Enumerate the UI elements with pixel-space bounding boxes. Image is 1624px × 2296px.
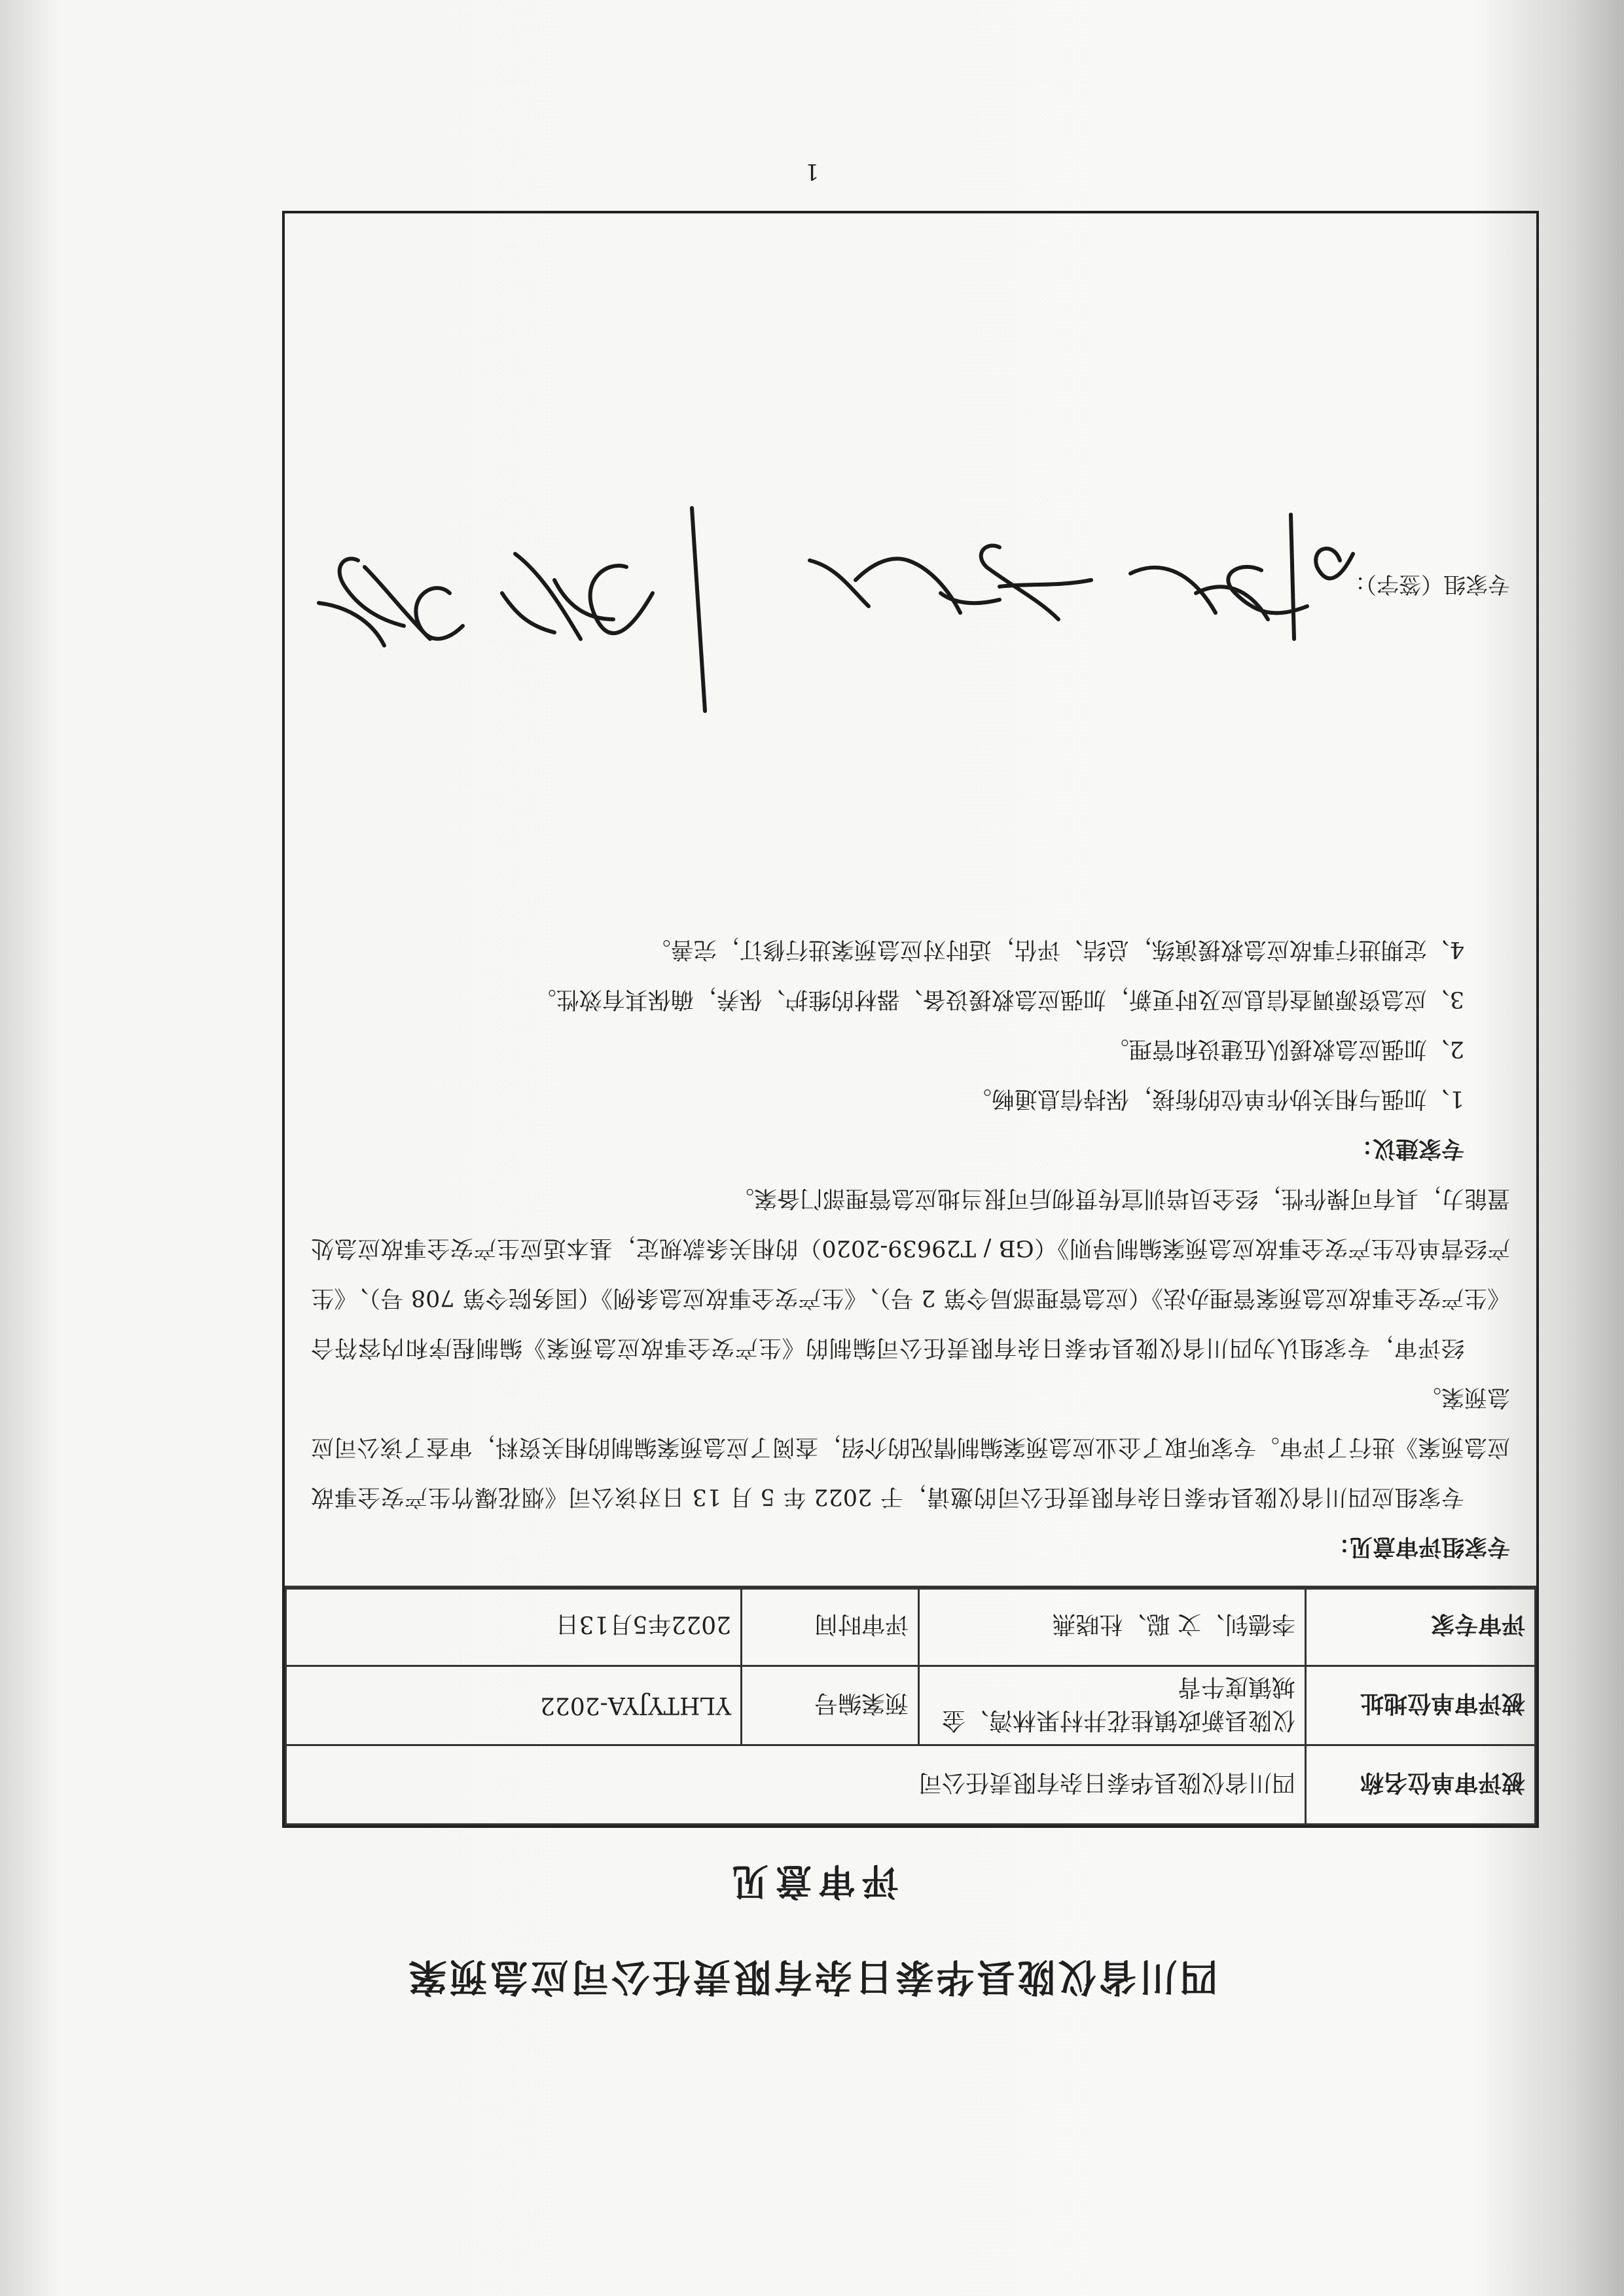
- unit-name-label: 被评审单位名称: [1306, 1745, 1536, 1825]
- opinion-paragraph-1: 专家组应四川省仪陇县华泰日杂有限责任公司的邀请，于 2022 年 5 月 13 日对该公司《烟花爆竹生产安全事故应急预案》进行了评审。专家听取了企业应急预案编制情况的介绍，查阅了应急预案编制的相关资料，审查了该公司应急预案。: [311, 1384, 1510, 1510]
- signature-3: [502, 554, 653, 639]
- suggestion-heading: 专家建议：: [1349, 1135, 1464, 1161]
- plan-number-value: YLHTYJYA-2022: [286, 1666, 742, 1745]
- signature-1: [1130, 515, 1353, 639]
- review-form: [282, 211, 1539, 1828]
- table-row: [286, 1587, 1536, 1666]
- unit-address-label: 被评审单位地址: [1306, 1666, 1536, 1745]
- unit-address-value: 仪陇县新政镇桂花井村果林湾、金城镇度牛背: [919, 1666, 1306, 1745]
- signature-2: [810, 545, 1091, 619]
- unit-name-value: 四川省仪陇县华泰日杂有限责任公司: [286, 1745, 1306, 1825]
- opinion-paragraph-2: 经评审，专家组认为四川省仪陇县华泰日杂有限责任公司编制的《生产安全事故应急预案》编制程序和内容符合《生产安全事故应急预案管理办法》（应急管理部局令第 2 号）、《生产安全事故应急条例》（国务院令第 708 号）、《生产经营单位生产安全事故应急预案编制导则》（GB / T29639-2020）的相关条款规定，基本适应生产安全事故应急处置能力，具有可操作性，经全员培训宣传贯彻后可报当地应急管理部门备案。: [311, 1185, 1510, 1360]
- signature-label: 专家组（签字）：: [1343, 571, 1510, 597]
- experts-value: 李德钊、文 聪、杜晓燕: [919, 1587, 1306, 1666]
- review-time-label: 评审时间: [742, 1587, 919, 1666]
- signature-4: [319, 558, 463, 646]
- page-number: 1: [804, 158, 820, 185]
- info-table: [285, 1586, 1536, 1825]
- opinion-heading: 专家组评审意见：: [1326, 1533, 1510, 1559]
- table-row: [286, 1745, 1536, 1825]
- suggestion-item-2: 2、加强应急救援队伍建设和管理。: [1106, 1036, 1464, 1062]
- experts-label: 评审专家: [1306, 1587, 1536, 1666]
- opinion-section: [285, 213, 1536, 1590]
- plan-number-label: 预案编号: [742, 1666, 919, 1745]
- suggestion-item-4: 4、定期进行事故应急救援演练，总结、评估，适时对应急预案进行修订，完善。: [647, 936, 1464, 962]
- suggestion-item-3: 3、应急资源调查信息应及时更新，加强应急救援设备、器材的维护、保养，确保其有效性。: [533, 986, 1464, 1012]
- handwritten-signatures: [306, 501, 1366, 718]
- document-subtitle: 评审意见: [725, 1859, 899, 1902]
- suggestion-item-1: 1、加强与相关协作单位的衔接，保持信息通畅。: [968, 1085, 1464, 1112]
- signature-divider-stroke: [692, 508, 705, 711]
- table-row: [286, 1666, 1536, 1745]
- document-title: 四川省仪陇县华泰日杂有限责任公司应急预案: [406, 1955, 1218, 1999]
- review-time-value: 2022年5月13日: [286, 1587, 742, 1666]
